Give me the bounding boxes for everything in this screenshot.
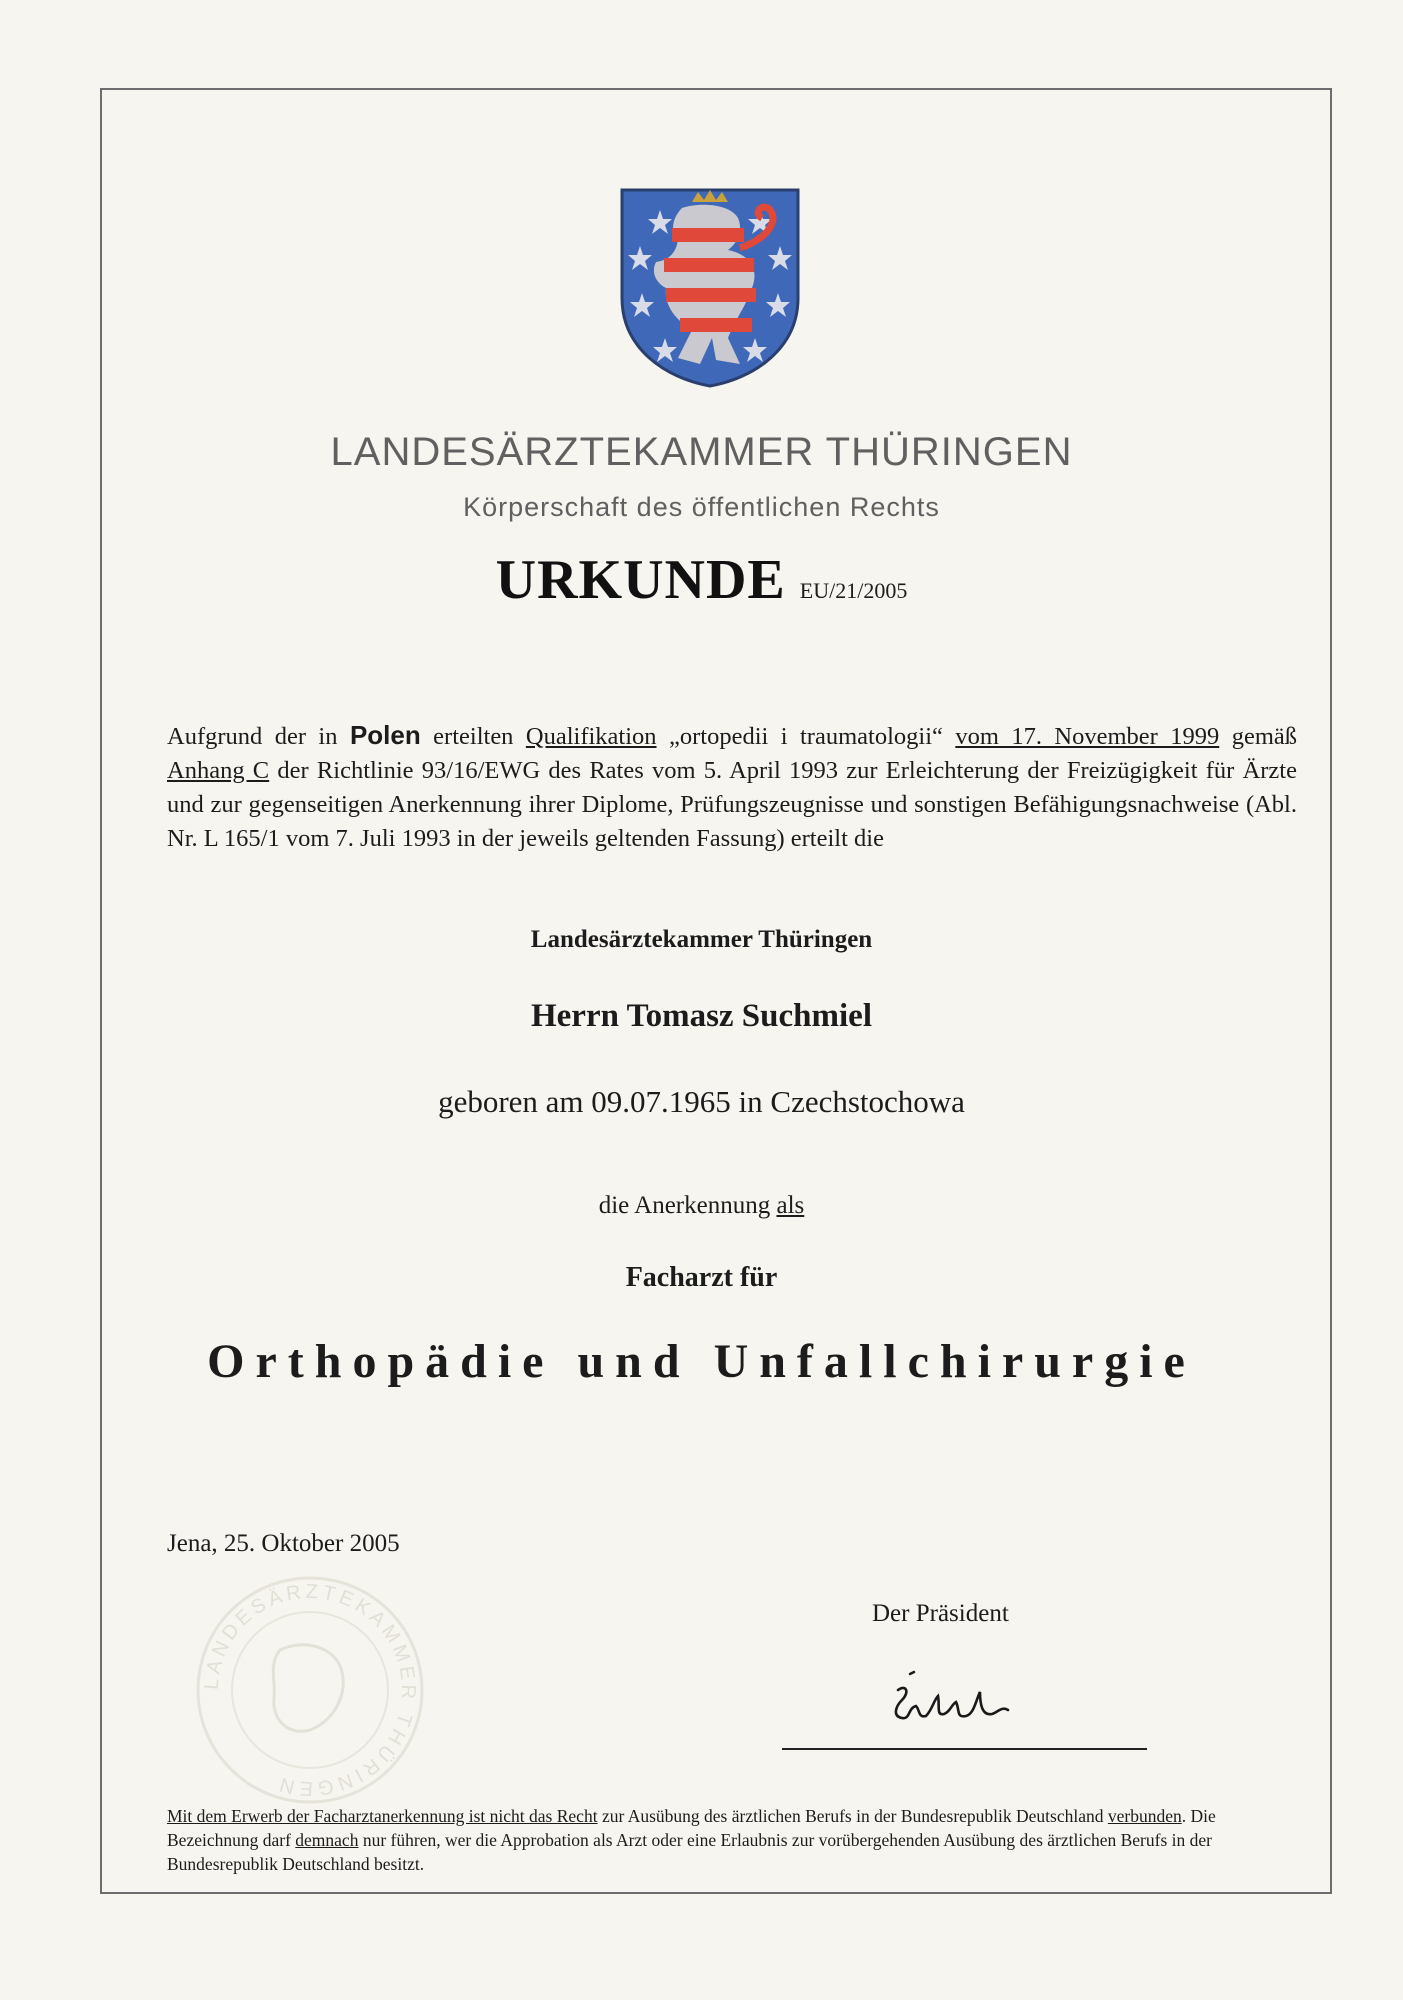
country-name: Polen <box>349 720 421 750</box>
recipient-birth-info: geboren am 09.07.1965 in Czechstochowa <box>438 1084 965 1119</box>
organization-subtitle: Körperschaft des öffentlichen Rechts <box>463 492 940 522</box>
footnote-part-6: nur führen, wer die Approbation als Arzt oder eine Erlaubnis zur vorübergehenden Ausübung des ärztlichen Berufs in der Bundesrepublik Deutschland besitzt. <box>167 1830 1212 1874</box>
specialty-title: Orthopädie und Unfallchirurgie <box>207 1335 1196 1388</box>
body-text-4: gemäß <box>1219 723 1297 750</box>
annex-reference: Anhang C <box>167 757 270 784</box>
thuringia-coat-of-arms-icon <box>620 188 800 388</box>
specialist-label: Facharzt für <box>625 1262 778 1293</box>
issuer-name: Landesärztekammer Thüringen <box>530 926 873 953</box>
seal-text: LANDESÄRZTEKAMMER THÜRINGEN <box>200 1580 420 1800</box>
signatory-title: Der Präsident <box>872 1600 1009 1627</box>
svg-text:LANDESÄRZTEKAMMER THÜRINGEN <box>201 1581 420 1800</box>
footnote-part-3: verbunden <box>1107 1806 1182 1826</box>
footnote-part-2: zur Ausübung des ärztlichen Berufs in der Bundesrepublik Deutschland <box>597 1806 1108 1826</box>
place-and-date: Jena, 25. Oktober 2005 <box>167 1530 400 1557</box>
recognition-text: die Anerkennung <box>598 1192 777 1219</box>
legal-basis-paragraph <box>167 718 1297 856</box>
recipient-name: Herrn Tomasz Suchmiel <box>530 998 872 1034</box>
body-text-2: erteilten <box>420 723 526 750</box>
footnote-part-4: . Die Bezeichnung darf <box>167 1806 1216 1850</box>
signature-line <box>782 1748 1147 1750</box>
recognition-line <box>0 1192 1403 1220</box>
organization-name: LANDESÄRZTEKAMMER THÜRINGEN <box>330 430 1073 474</box>
embossed-seal-icon <box>190 1570 430 1810</box>
recognition-as: als <box>776 1192 805 1219</box>
footnote-part-5: demnach <box>295 1830 359 1850</box>
qualification-word: Qualifikation <box>525 723 657 750</box>
body-text-3: „ortopedii i traumatologii“ <box>656 723 956 750</box>
title-row <box>0 548 1403 612</box>
qualification-date: vom 17. November 1999 <box>955 723 1220 750</box>
footnote-part-1: Mit dem Erwerb der Facharztanerkennung ist nicht das Recht <box>167 1806 598 1826</box>
document-title: URKUNDE <box>495 549 786 611</box>
document-number: EU/21/2005 <box>799 578 908 603</box>
body-text-5: der Richtlinie 93/16/EWG des Rates vom 5. April 1993 zur Erleichterung der Freizügigkeit für Ärzte und zur gegenseitigen Anerkennung ihrer Diplome, Prüfungszeugnisse und sonstigen Befähigungsnachweise (Abl. Nr. L 165/1 vom 7. Juli 1993 in der jeweils geltenden Fassung) erteilt die <box>167 757 1297 852</box>
president-signature-icon <box>880 1670 1030 1730</box>
body-text-1: Aufgrund der in <box>167 723 350 750</box>
legal-footnote <box>167 1804 1277 1876</box>
